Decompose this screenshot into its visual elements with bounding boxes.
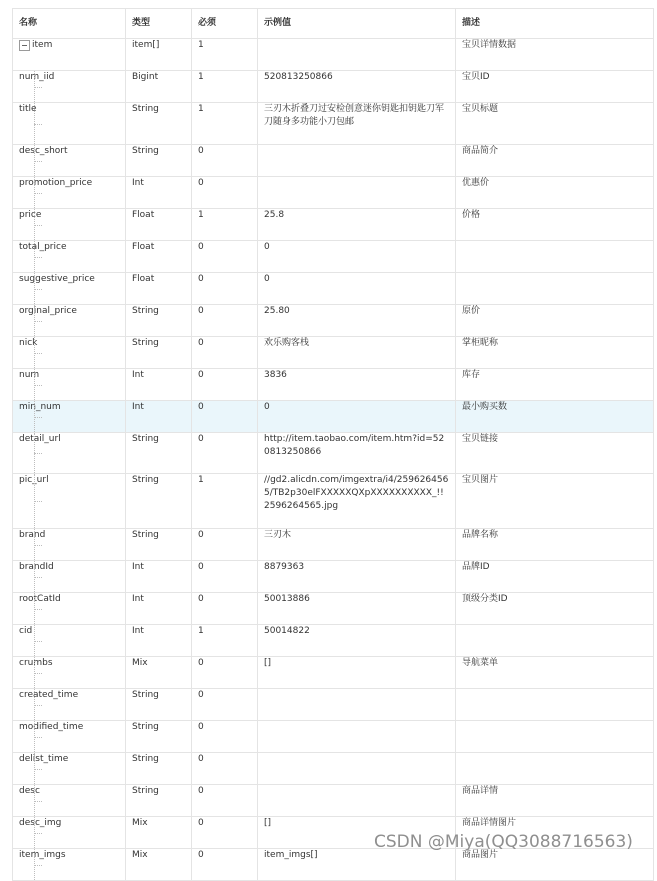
tree-branch [34,124,42,125]
table-row[interactable] [13,103,654,145]
table-row[interactable] [13,529,654,561]
field-name: pic_url [19,475,49,485]
cell-type: String [126,785,192,817]
table-header [13,9,654,39]
cell-example: [] [258,657,456,689]
cell-example: http://item.taobao.com/item.htm?id=520813250866 [258,433,456,474]
cell-required: 0 [192,785,258,817]
table-row[interactable] [13,625,654,657]
cell-required: 0 [192,337,258,369]
table-row[interactable] [13,753,654,785]
tree-branch [34,501,42,502]
table-row[interactable] [13,689,654,721]
tree-branch [34,641,42,642]
header-required: 必须 [192,9,258,39]
table-row[interactable] [13,657,654,689]
cell-desc: 宝贝图片 [456,474,654,529]
cell-example: item_imgs[] [258,849,456,881]
cell-required: 0 [192,689,258,721]
cell-required: 0 [192,721,258,753]
cell-example: 50013886 [258,593,456,625]
tree-branch [34,577,42,578]
cell-example: [] [258,817,456,849]
header-type: 类型 [126,9,192,39]
cell-type: String [126,753,192,785]
cell-type: String [126,529,192,561]
cell-type: Bigint [126,71,192,103]
cell-desc [456,273,654,305]
cell-desc [456,721,654,753]
cell-desc: 商品图片 [456,849,654,881]
cell-example: 25.80 [258,305,456,337]
cell-type: String [126,145,192,177]
cell-desc [456,689,654,721]
cell-name [13,177,126,209]
watermark-text: CSDN @Miya(QQ3088716563) [374,832,633,852]
cell-example [258,753,456,785]
table-row[interactable] [13,721,654,753]
cell-name [13,273,126,305]
cell-required: 0 [192,593,258,625]
cell-desc: 商品详情图片 [456,817,654,849]
cell-example: //gd2.alicdn.com/imgextra/i4/2596264565/TB2p30elFXXXXXQXpXXXXXXXXXX_!!2596264565.jpg [258,474,456,529]
cell-example: 25.8 [258,209,456,241]
cell-required: 0 [192,241,258,273]
cell-example: 520813250866 [258,71,456,103]
cell-name [13,145,126,177]
cell-root-name [13,39,126,71]
cell-required: 0 [192,561,258,593]
header-name: 名称 [13,9,126,39]
table-row[interactable] [13,177,654,209]
cell-name [13,593,126,625]
table-body [13,39,654,881]
cell-root-type: item[] [126,39,192,71]
header-example: 示例值 [258,9,456,39]
field-name: suggestive_price [19,274,95,284]
table-row[interactable] [13,785,654,817]
cell-example: 0 [258,241,456,273]
cell-required: 0 [192,273,258,305]
header-row [13,9,654,39]
cell-type: String [126,103,192,145]
cell-desc [456,625,654,657]
tree-branch [34,609,42,610]
field-name: orginal_price [19,306,77,316]
cell-desc: 原价 [456,305,654,337]
cell-required: 1 [192,625,258,657]
field-name: brand [19,530,46,540]
cell-desc: 宝贝链接 [456,433,654,474]
cell-required: 1 [192,209,258,241]
cell-example [258,177,456,209]
field-name: price [19,210,42,220]
cell-example [258,689,456,721]
cell-required: 1 [192,474,258,529]
cell-name [13,785,126,817]
cell-name [13,817,126,849]
cell-desc [456,753,654,785]
tree-branch [34,705,42,706]
tree-branch [34,673,42,674]
field-name: cid [19,626,33,636]
cell-name [13,625,126,657]
collapse-icon[interactable] [19,40,30,51]
table-row[interactable] [13,401,654,433]
cell-required: 0 [192,145,258,177]
table-row[interactable] [13,593,654,625]
cell-type: String [126,474,192,529]
table-row[interactable] [13,305,654,337]
tree-branch [34,769,42,770]
cell-example: 3836 [258,369,456,401]
cell-example [258,721,456,753]
cell-type: Int [126,369,192,401]
cell-name [13,369,126,401]
field-name: desc_short [19,146,68,156]
tree-branch [34,801,42,802]
cell-type: String [126,305,192,337]
cell-name [13,849,126,881]
cell-desc [456,241,654,273]
table-row[interactable] [13,241,654,273]
cell-required: 0 [192,849,258,881]
cell-root-example [258,39,456,71]
cell-type: Int [126,561,192,593]
cell-type: Int [126,177,192,209]
field-name: min_num [19,402,61,412]
field-name: num [19,370,40,380]
cell-example: 0 [258,273,456,305]
cell-example: 欢乐购客栈 [258,337,456,369]
tree-branch [34,833,42,834]
cell-required: 0 [192,529,258,561]
cell-example [258,145,456,177]
cell-required: 0 [192,433,258,474]
field-name: created_time [19,690,79,700]
table-row[interactable] [13,849,654,881]
field-name: detail_url [19,434,61,444]
cell-desc: 库存 [456,369,654,401]
cell-required: 0 [192,817,258,849]
cell-name [13,433,126,474]
tree-branch [34,453,42,454]
field-name: delist_time [19,754,69,764]
tree-branch [34,353,42,354]
cell-type: Float [126,273,192,305]
cell-example: 0 [258,401,456,433]
cell-desc: 品牌ID [456,561,654,593]
cell-desc: 品牌名称 [456,529,654,561]
cell-type: Int [126,401,192,433]
cell-example: 三刃木折叠刀过安检创意迷你钥匙扣钥匙刀军刀随身多功能小刀包邮 [258,103,456,145]
tree-branch [34,193,42,194]
tree-branch [34,865,42,866]
table-row[interactable] [13,71,654,103]
tree-branch [34,87,42,88]
cell-type: Int [126,625,192,657]
field-name: rootCatId [19,594,61,604]
field-name: title [19,104,37,114]
cell-desc: 宝贝ID [456,71,654,103]
tree-branch [34,737,42,738]
table-row[interactable] [13,337,654,369]
table-row[interactable] [13,561,654,593]
tree-branch [34,161,42,162]
field-name: promotion_price [19,178,93,188]
cell-name [13,337,126,369]
field-name: nick [19,338,38,348]
table-row[interactable] [13,474,654,529]
field-name: brandId [19,562,54,572]
cell-required: 0 [192,753,258,785]
cell-name [13,401,126,433]
tree-branch [34,417,42,418]
cell-type: Mix [126,657,192,689]
cell-root-desc: 宝贝详情数据 [456,39,654,71]
cell-desc: 顶级分类ID [456,593,654,625]
cell-required: 0 [192,657,258,689]
field-name: crumbs [19,658,53,668]
tree-branch [34,289,42,290]
table-row[interactable] [13,209,654,241]
field-name: item_imgs [19,850,66,860]
cell-desc: 宝贝标题 [456,103,654,145]
cell-name [13,753,126,785]
cell-type: String [126,721,192,753]
field-name: desc_img [19,818,62,828]
table-row[interactable] [13,273,654,305]
cell-desc: 优惠价 [456,177,654,209]
cell-name [13,657,126,689]
cell-type: Int [126,593,192,625]
cell-type: Float [126,241,192,273]
cell-name [13,721,126,753]
cell-type: String [126,337,192,369]
tree-branch [34,385,42,386]
cell-example: 8879363 [258,561,456,593]
tree-branch [34,321,42,322]
table-row-root[interactable] [13,39,654,71]
cell-desc: 商品详情 [456,785,654,817]
cell-required: 1 [192,103,258,145]
cell-name [13,103,126,145]
cell-desc: 掌柜昵称 [456,337,654,369]
cell-example [258,785,456,817]
field-name: modified_time [19,722,84,732]
root-name-label: item [32,40,53,50]
cell-type: String [126,433,192,474]
params-table [12,8,654,881]
header-desc: 描述 [456,9,654,39]
table-row[interactable] [13,433,654,474]
tree-branch [34,257,42,258]
cell-example: 50014822 [258,625,456,657]
tree-branch [34,225,42,226]
cell-required: 0 [192,369,258,401]
cell-name [13,474,126,529]
field-name: total_price [19,242,67,252]
cell-type: Mix [126,817,192,849]
cell-desc: 价格 [456,209,654,241]
cell-name [13,241,126,273]
cell-required: 0 [192,177,258,209]
cell-name [13,689,126,721]
cell-name [13,71,126,103]
field-name: desc [19,786,40,796]
table-row[interactable] [13,145,654,177]
cell-name [13,561,126,593]
cell-desc: 商品简介 [456,145,654,177]
cell-root-required: 1 [192,39,258,71]
cell-type: Mix [126,849,192,881]
table-row[interactable] [13,369,654,401]
cell-required: 0 [192,305,258,337]
cell-required: 1 [192,71,258,103]
cell-name [13,209,126,241]
cell-name [13,305,126,337]
field-name: num_iid [19,72,55,82]
cell-name [13,529,126,561]
tree-branch [34,545,42,546]
cell-desc: 导航菜单 [456,657,654,689]
cell-desc: 最小购买数 [456,401,654,433]
cell-required: 0 [192,401,258,433]
cell-example: 三刃木 [258,529,456,561]
cell-type: String [126,689,192,721]
cell-type: Float [126,209,192,241]
